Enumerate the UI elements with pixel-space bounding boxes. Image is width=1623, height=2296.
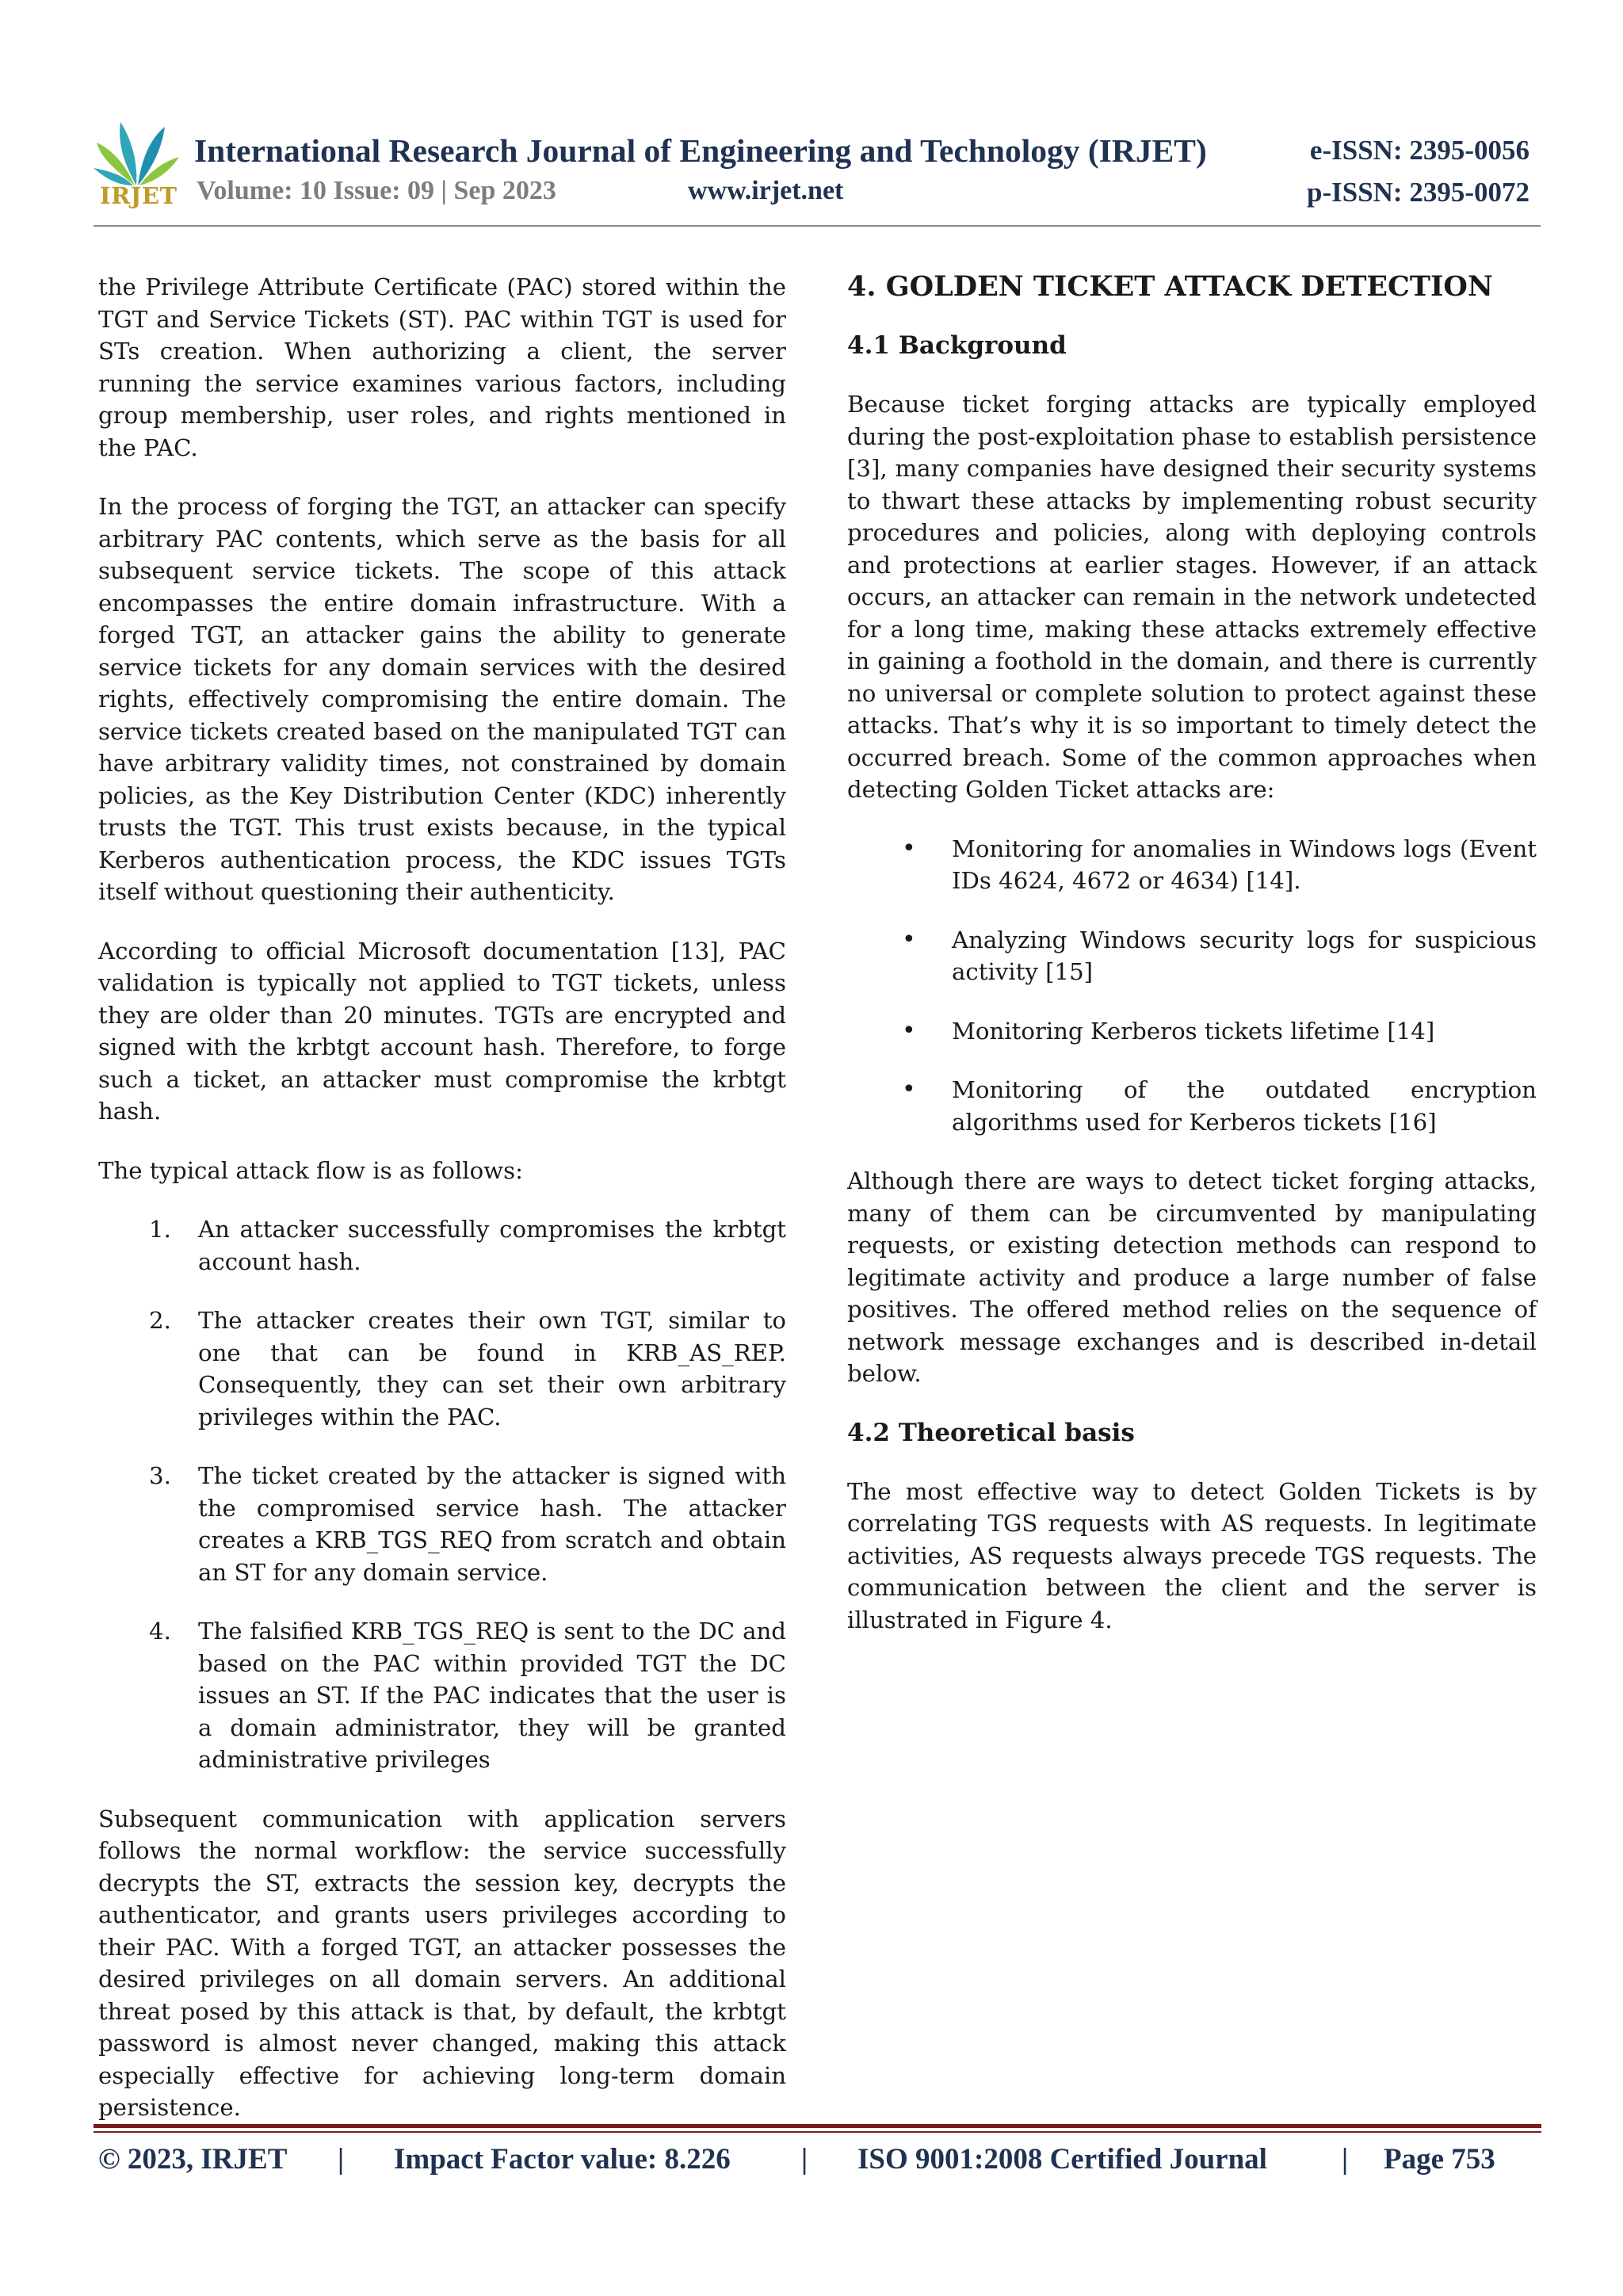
volume-issue: Volume: 10 Issue: 09 | Sep 2023 [197, 176, 556, 205]
list-number: 1. [149, 1216, 171, 1243]
bullet-icon: • [902, 1016, 916, 1045]
footer-page-number: Page 753 [1384, 2143, 1495, 2176]
e-issn: e-ISSN: 2395-0056 [1309, 135, 1529, 166]
list-item [847, 1015, 1537, 1048]
list-item-text: An attacker successfully compromises the krbtgt account hash. [198, 1216, 786, 1275]
attack-flow-list [98, 1213, 786, 1776]
list-item [98, 1305, 786, 1433]
right-column [847, 271, 1537, 1663]
bullet-icon: • [902, 834, 916, 862]
paragraph: the Privilege Attribute Certificate (PAC) stored within the TGT and Service Tickets (ST). PAC within TGT is used for STs creation. When authorizing a client, the server running the service examines various factors, including group membership, user roles, and rights mentioned in the PAC. [98, 273, 786, 461]
list-item-text: Monitoring Kerberos tickets lifetime [14] [952, 1017, 1435, 1045]
paragraph: In the process of forging the TGT, an attacker can specify arbitrary PAC contents, which serve as the basis for all subsequent service tickets. The scope of this attack encompasses the entire domain infrastructure. With a forged TGT, an attacker gains the ability to generate service tickets for any domain services with the desired rights, effectively compromising the entire domain. The service tickets created based on the manipulated TGT can have arbitrary validity times, not constrained by domain policies, as the Key Distribution Center (KDC) inherently trusts the TGT. This trust exists because, in the typical Kerberos authentication process, the KDC issues TGTs itself without questioning their authenticity. [98, 493, 786, 905]
bullet-icon: • [902, 1075, 916, 1103]
detection-approaches-list [847, 833, 1537, 1139]
footer-separator: | [801, 2143, 808, 2176]
list-item [98, 1213, 786, 1278]
list-item-text: Analyzing Windows security logs for suspicious activity [15] [952, 926, 1537, 985]
irjet-logo [94, 116, 181, 209]
p-issn: p-ISSN: 2395-0072 [1306, 177, 1529, 208]
footer-iso: ISO 9001:2008 Certified Journal [857, 2143, 1267, 2176]
paragraph: Subsequent communication with application servers follows the normal workflow: the service successfully decrypts the ST, extracts the session key, decrypts the authenticator, and grants users privileges according to their PAC. With a forged TGT, an attacker possesses the desired privileges on all domain servers. An additional threat posed by this attack is that, by default, the krbtgt password is almost never changed, making this attack especially effective for achieving long-term domain persistence. [98, 1805, 786, 2121]
paragraph: According to official Microsoft documentation [13], PAC validation is typically not applied to TGT tickets, unless they are older than 20 minutes. TGTs are encrypted and signed with the krbtgt account hash. Therefore, to forge such a ticket, an attacker must compromise the krbtgt hash. [98, 937, 786, 1125]
footer-divider [94, 2124, 1541, 2128]
footer-copyright: © 2023, IRJET [98, 2143, 288, 2176]
header-divider [94, 225, 1541, 227]
list-item [847, 924, 1537, 988]
journal-title: International Research Journal of Engineering and Technology (IRJET) [194, 132, 1207, 169]
subsection-heading: 4.1 Background [847, 331, 1067, 360]
list-item-text: The attacker creates their own TGT, similar to one that can be found in KRB_AS_REP. Consequently, they can set their own arbitrary privileges within the PAC. [198, 1307, 786, 1431]
footer-divider-thin [94, 2131, 1541, 2133]
subsection-heading: 4.2 Theoretical basis [847, 1418, 1135, 1447]
list-number: 4. [149, 1618, 171, 1645]
list-item-text: The ticket created by the attacker is signed with the compromised service hash. The attacker creates a KRB_TGS_REQ from scratch and obtain an ST for any domain service. [198, 1462, 786, 1586]
list-number: 3. [149, 1462, 171, 1489]
page-header [94, 116, 1541, 231]
paragraph: Because ticket forging attacks are typically employed during the post-exploitation phase to establish persistence [3], many companies have designed their security systems to thwart these attacks by implementing robust security procedures and policies, along with deploying controls and protections at earlier stages. However, if an attack occurs, an attacker can remain in the network undetected for a long time, making these attacks extremely effective in gaining a foothold in the domain, and there is currently no universal or complete solution to protect against these attacks. That’s why it is so important to timely detect the occurred breach. Some of the common approaches when detecting Golden Ticket attacks are: [847, 391, 1537, 803]
list-item [98, 1615, 786, 1776]
left-column [98, 271, 786, 2151]
list-item [847, 833, 1537, 897]
paragraph: The typical attack flow is as follows: [98, 1156, 523, 1184]
footer-separator: | [1342, 2143, 1349, 2176]
paragraph: Although there are ways to detect ticket forging attacks, many of them can be circumvented by manipulating requests, or existing detection methods can respond to legitimate activity and produce a large number of false positives. The offered method relies on the sequence of network message exchanges and is described in-detail below. [847, 1167, 1537, 1387]
list-item-text: Monitoring for anomalies in Windows logs (Event IDs 4624, 4672 or 4634) [14]. [952, 835, 1537, 894]
paragraph: The most effective way to detect Golden Tickets is by correlating TGS requests with AS requests. In legitimate activities, AS requests always precede TGS requests. The communication between the client and the server is illustrated in Figure 4. [847, 1477, 1537, 1633]
journal-website-link[interactable]: www.irjet.net [688, 176, 844, 205]
footer-impact-factor: Impact Factor value: 8.226 [394, 2143, 731, 2176]
list-number: 2. [149, 1307, 171, 1334]
list-item-text: Monitoring of the outdated encryption algorithms used for Kerberos tickets [16] [952, 1076, 1537, 1136]
leaf-icon [94, 116, 181, 187]
bullet-icon: • [902, 925, 916, 953]
logo-text: IRJET [100, 182, 178, 209]
list-item [98, 1460, 786, 1588]
list-item-text: The falsified KRB_TGS_REQ is sent to the DC and based on the PAC within provided TGT the DC issues an ST. If the PAC indicates that the user is a domain administrator, they will be granted administrative privileges [198, 1618, 786, 1773]
list-item [847, 1074, 1537, 1138]
section-heading: 4. GOLDEN TICKET ATTACK DETECTION [847, 270, 1493, 303]
page-footer [98, 2142, 1541, 2182]
footer-separator: | [338, 2143, 345, 2176]
